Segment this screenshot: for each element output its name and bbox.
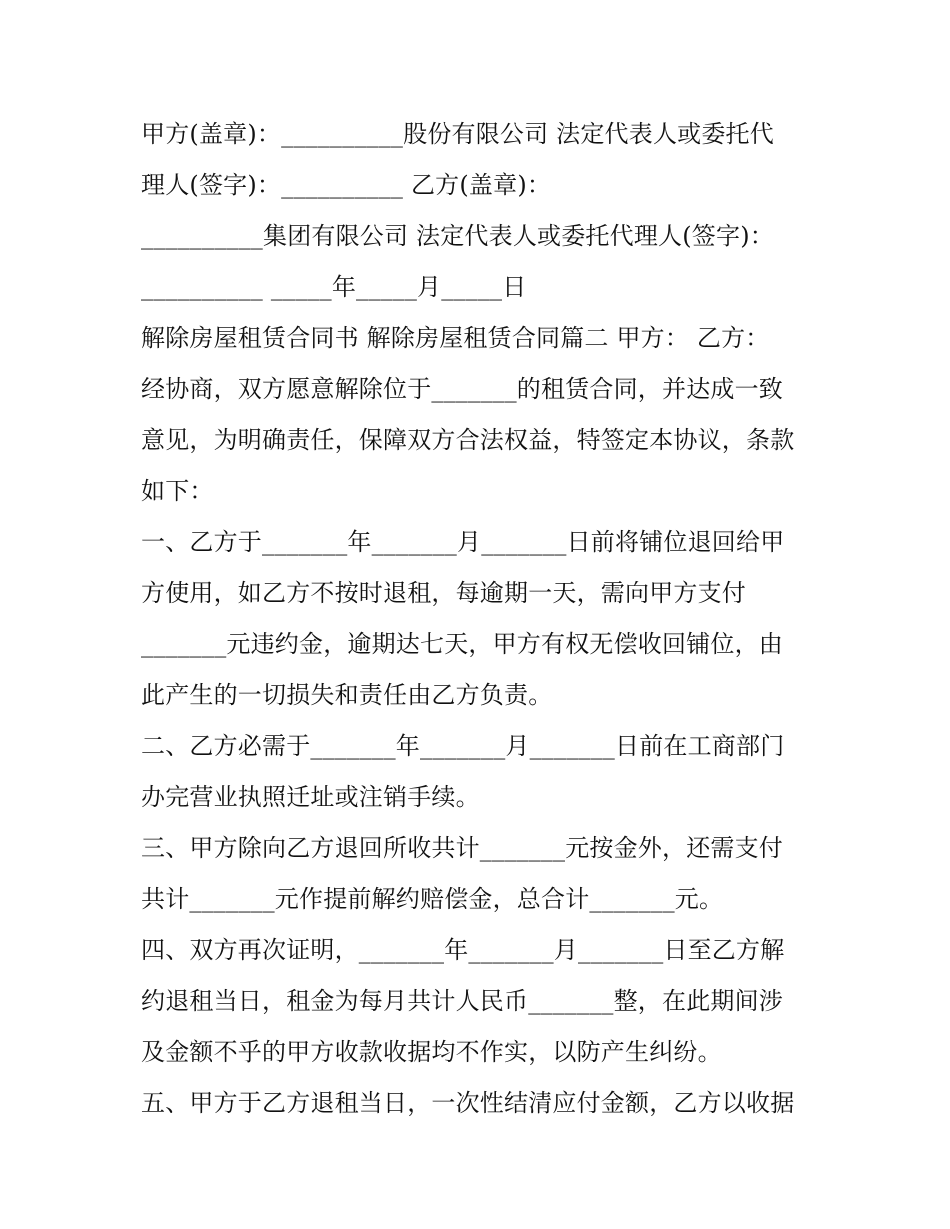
text-line-clause-5-1: 五、甲方于乙方退租当日，一次性结清应付金额，乙方以收据 [141, 1089, 795, 1117]
text-line-contract-title: 解除房屋租赁合同书 解除房屋租赁合同篇二 甲方： 乙方： [141, 324, 770, 352]
text-line-intro-3: 如下： [141, 477, 214, 505]
text-line-clause-1-2: 方使用，如乙方不按时退租，每逾期一天，需向甲方支付 [141, 579, 746, 607]
text-line-party-a-signature: 甲方(盖章)：__________股份有限公司 法定代表人或委托代 [141, 120, 774, 148]
text-line-clause-3-1: 三、甲方除向乙方退回所收共计_______元按金外，还需支付 [141, 834, 783, 862]
text-line-party-b-signature: __________集团有限公司 法定代表人或委托代理人(签字)： [141, 222, 774, 250]
text-line-clause-1-4: 此产生的一切损失和责任由乙方负责。 [141, 681, 553, 709]
text-line-intro-1: 经协商，双方愿意解除位于_______的租赁合同，并达成一致 [141, 375, 783, 403]
text-line-clause-4-3: 及金额不乎的甲方收款收据均不作实，以防产生纠纷。 [141, 1038, 722, 1066]
text-line-clause-2-2: 办完营业执照迁址或注销手续。 [141, 783, 480, 811]
text-line-clause-3-2: 共计_______元作提前解约赔偿金，总合计_______元。 [141, 885, 724, 913]
text-line-clause-1-1: 一、乙方于_______年_______月_______日前将铺位退回给甲 [141, 528, 785, 556]
text-line-clause-4-2: 约退租当日，租金为每月共计人民币_______整，在此期间涉 [141, 987, 783, 1015]
text-line-party-b-stamp: 理人(签字)：__________ 乙方(盖章)： [141, 171, 552, 199]
text-line-clause-4-1: 四、双方再次证明，_______年_______月_______日至乙方解 [141, 936, 785, 964]
text-line-clause-1-3: _______元违约金，逾期达七天，甲方有权无偿收回铺位，由 [141, 630, 783, 658]
text-line-clause-2-1: 二、乙方必需于_______年_______月_______日前在工商部门 [141, 732, 785, 760]
text-line-intro-2: 意见，为明确责任，保障双方合法权益，特签定本协议，条款 [141, 426, 795, 454]
text-line-date: __________ _____年_____月_____日 [141, 273, 527, 301]
document-body [141, 109, 841, 1129]
